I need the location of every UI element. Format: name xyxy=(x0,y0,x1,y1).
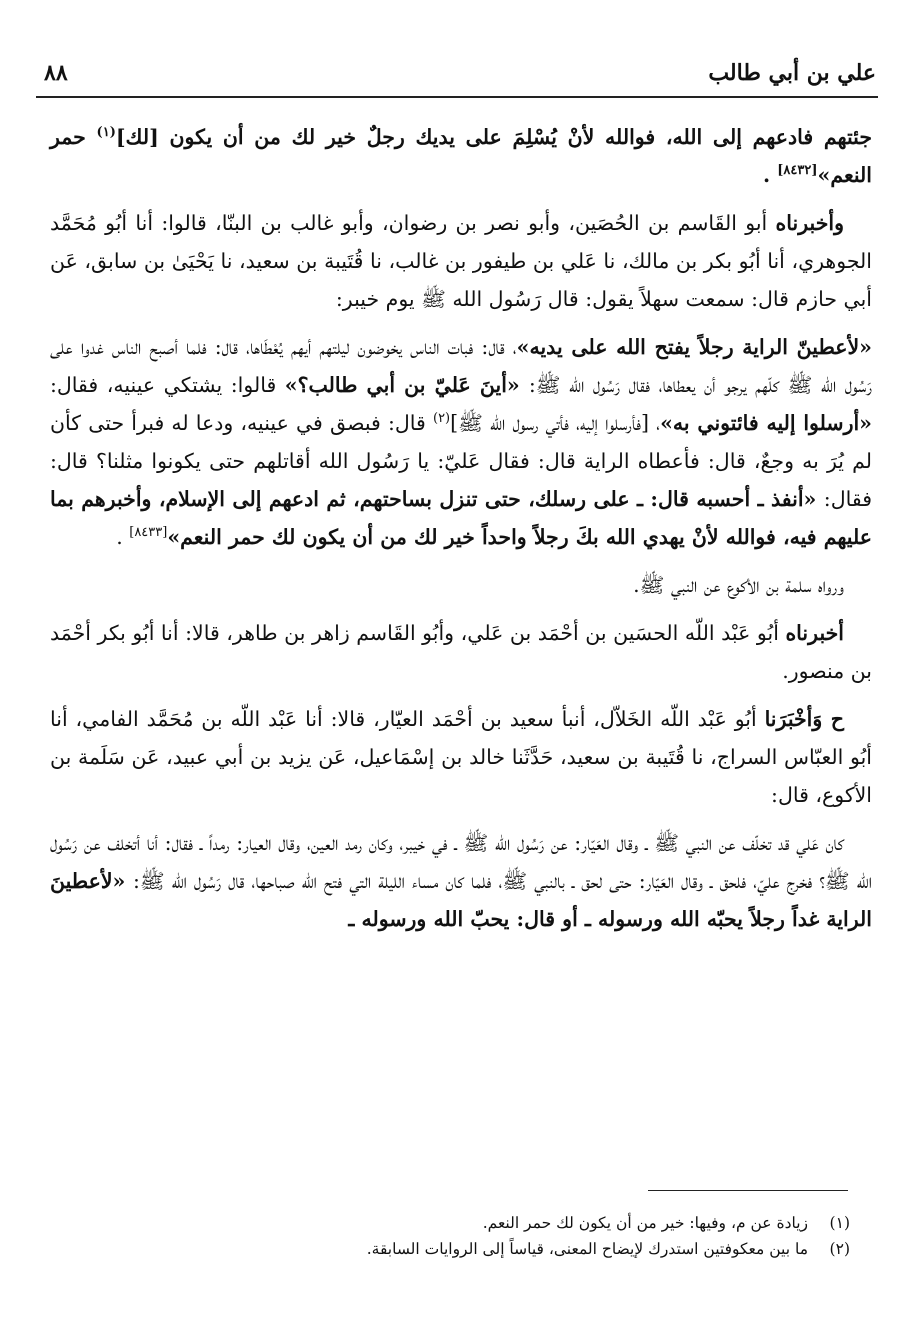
paragraph-1 xyxy=(50,118,872,194)
narration-text-3: ، [فأرسلوا إليه، فأتي رسول الله ﷺ] xyxy=(450,411,661,435)
prophet-quote-2: «أينَ عَليّ بن أبي طالب؟» xyxy=(284,373,529,397)
narration-text-4: قال: فبصق في عينيه، ودعا له فبرأ حتى كأن لم يُرَ به وجعٌ، قال: فأعطاه الراية قال: فقال عَليّ: يا رَسُول الله أقاتلهم حتى يكونوا مثلنا؟ قال: فقال: xyxy=(50,411,872,511)
prophet-quote: «لأعطينَ الراية غداً رجلاً يحبّه الله ورسوله ـ أو قال: يحبّ الله ورسوله ـ xyxy=(50,869,872,931)
paragraph-end: . xyxy=(762,163,778,187)
hadith-number: [٨٤٣٣] xyxy=(129,525,168,541)
isnad-lead: ح وَأخْبَرَنا xyxy=(764,707,844,731)
prophet-quote-1: «لأعطينّ الراية رجلاً يفتح الله على يديه» xyxy=(516,335,872,359)
isnad-lead: وأخبرناه xyxy=(775,211,844,235)
paragraph-5 xyxy=(50,614,872,690)
paragraph-2 xyxy=(50,204,872,318)
narration-text: كان عَلي قد تخلّف عن النبي ﷺ ـ وقال العَيّار: عن رَسُول الله ﷺ ـ في خيبر، وكان رمد العين، وقال العيار: رمداً ـ فقال: أنا أتخلف عن رَسُول الله ﷺ؟ فخرج عليّ، فلحق ـ وقال العَيّار: حتى لحق ـ بالنبي ﷺ، فلما كان مساء الليلة التي فتح الله صباحها، قال رَسُول الله ﷺ: xyxy=(50,831,872,893)
quote-tail: حمر النعم» xyxy=(50,125,872,187)
narration-note: ورواه سلمة بن الأكوع عن النبي ﷺ. xyxy=(633,573,844,597)
paragraph-6 xyxy=(50,700,872,814)
prophet-quote-3: «أرسلوا إليه فائتوني به» xyxy=(660,411,872,435)
footnote-marker: (١) xyxy=(96,125,116,141)
main-text xyxy=(50,118,872,948)
isnad-lead: أخبرناه xyxy=(785,621,844,645)
prophet-quote-4: «أنفذ ـ أحسبه قال: ـ على رسلك، حتى تنزل بساحتهم، ثم ادعهم إلى الإسلام، وأخبرهم بما عليهم فيه، فوالله لأنْ يهدي الله بكَ رجلاً واحداً خير لك من أن يكون لك حمر النعم» xyxy=(50,487,872,549)
footnote-text: ما بين معكوفتين استدرك لإيضاح المعنى، قياساً إلى الروايات السابقة. xyxy=(366,1240,808,1258)
footnote-text: زيادة عن م، وفيها: خير من أن يكون لك حمر النعم. xyxy=(482,1214,808,1232)
isnad-text: أبُو عَبْد اللّه الخَلاّل، أنبأ سعيد بن أحْمَد العيّار، قالا: أنا عَبْد اللّه بن مُحَمَّد الفامي، أنا أبُو العبّاس السراج، نا قُتَيبة بن سعيد، حَدَّثَنا خالد بن إسْمَاعيل، عَن يزيد بن أبي عبيد، عَن سَلَمة بن الأكوع، قال: xyxy=(50,707,872,807)
hadith-number: [٨٤٣٢] xyxy=(777,163,818,179)
isnad-text: أبُو عَبْد اللّه الحسَين بن أحْمَد بن عَلي، وأبُو القَاسم زاهر بن طاهر، قالا: أنا أبُو بكر أحْمَد بن منصور. xyxy=(50,621,872,683)
isnad-text: أبو القَاسم بن الحُصَين، وأبو نصر بن رضوان، وأبو غالب بن البنّا، قالوا: أنا أبُو مُحَمَّد الجوهري، أنا أبُو بكر بن مالك، نا عَلي بن طيفور بن غالب، نا قُتَيبة بن سعيد، نا يَحْيَىٰ بن سابق، عَن أبي حازم قال: سمعت سهلاً يقول: قال رَسُول الله ﷺ يوم خيبر: xyxy=(50,211,872,311)
footnote-divider xyxy=(648,1190,848,1191)
paragraph-3 xyxy=(50,328,872,556)
narration-text-2: قالوا: يشتكي عينيه، فقال: xyxy=(50,373,285,397)
footnote-marker: (٢) xyxy=(432,411,451,427)
footnote-2 xyxy=(60,1236,850,1262)
footnote-1 xyxy=(60,1210,850,1236)
footnote-number: (٢) xyxy=(829,1240,850,1258)
paragraph-7 xyxy=(50,824,872,938)
paragraph-end: . xyxy=(116,525,130,549)
narration-text-1: ، قال: فبات الناس يخوضون ليلتهم أيهم يُعْطَاها، قال: فلما أصبح الناس غدوا على رَسُول الله ﷺ كلّهم يرجو أن يعطاها، فقال رَسُول الله ﷺ: xyxy=(50,335,872,397)
footnote-number: (١) xyxy=(829,1214,850,1232)
page-header xyxy=(36,56,878,98)
running-title: علي بن أبي طالب xyxy=(708,60,876,86)
footnotes xyxy=(60,1210,850,1262)
paragraph-4 xyxy=(50,566,872,604)
page-number: ٨٨ xyxy=(44,60,68,86)
quote-text: جئتهم فادعهم إلى الله، فوالله لأنْ يُسْلِمَ على يديك رجلٌ خير لك من أن يكون [لك] xyxy=(115,125,872,149)
